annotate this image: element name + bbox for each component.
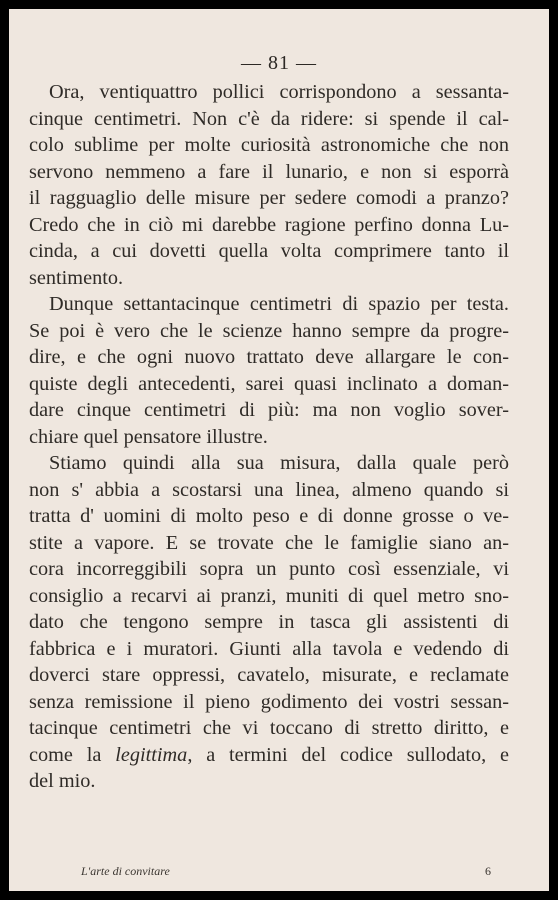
text-fragment: come la (29, 743, 116, 766)
text-fragment: , a termini del codice sullodato, e (187, 743, 509, 766)
text-line: il ragguaglio delle misure per sedere comodi a pranzo? (29, 187, 509, 209)
text-line: quiste degli antecedenti, sarei quasi inclinato a doman- (29, 372, 509, 395)
text-line: cora incorreggibili sopra un punto così essenziale, vi (29, 558, 509, 580)
text-line: Credo che in ciò mi darebbe ragione perfino donna Lu- (29, 213, 509, 236)
text-line: cinque centimetri. Non c'è da ridere: si spende il cal- (29, 107, 509, 130)
text-line: Se poi è vero che le scienze hanno sempre da progre- (29, 319, 509, 342)
text-line: servono nemmeno a fare il lunario, e non si esporrà (29, 160, 509, 183)
text-line-with-italic (29, 742, 509, 769)
text-line: doverci stare oppressi, cavatelo, misurate, e reclamate (29, 664, 509, 686)
text-line: tratta d' uomini di molto peso e di donne grosse o ve- (29, 505, 509, 527)
text-line: senza remissione il pieno godimento dei vostri sessan- (29, 690, 509, 713)
signature-mark: L'arte di convitare (81, 864, 170, 878)
paragraph-3 (29, 450, 509, 795)
paragraph-2 (29, 291, 509, 450)
text-line: stite a vapore. E se trovate che le famiglie siano an- (29, 531, 509, 554)
text-line: dire, e che ogni nuovo trattato deve allargare le con- (29, 346, 509, 368)
text-line: colo sublime per molte curiosità astronomiche che non (29, 134, 509, 156)
text-line: non s' abbia a scostarsi una linea, almeno quando si (29, 478, 509, 501)
signature-number: 6 (485, 864, 491, 878)
text-line: Dunque settantacinque centimetri di spazio per testa. (49, 293, 509, 315)
text-line: dato che tengono sempre in tasca gli assistenti di (29, 611, 509, 633)
text-line: tacinque centimetri che vi toccano di stretto diritto, e (29, 717, 509, 739)
text-line: fabbrica e i muratori. Giunti alla tavola e vedendo di (29, 637, 509, 660)
page-footer (81, 864, 491, 879)
text-line: Ora, ventiquattro pollici corrispondono a sessanta- (49, 81, 509, 103)
italic-word: legittima (115, 743, 188, 766)
text-line: consiglio a recarvi ai pranzi, muniti di quel metro sno- (29, 584, 509, 607)
text-line: dare cinque centimetri di più: ma non voglio sover- (29, 399, 509, 421)
page-number: — 81 — (241, 52, 317, 74)
text-line: cinda, a cui dovetti quella volta comprimere tanto il (29, 240, 509, 262)
text-line: del mio. (29, 770, 96, 792)
text-line: Stiamo quindi alla sua misura, dalla quale però (49, 452, 509, 474)
paragraph-1 (29, 79, 509, 291)
body-text (29, 79, 509, 795)
text-line: sentimento. (29, 266, 124, 289)
book-page (9, 9, 549, 891)
text-line: chiare quel pensatore illustre. (29, 425, 268, 448)
